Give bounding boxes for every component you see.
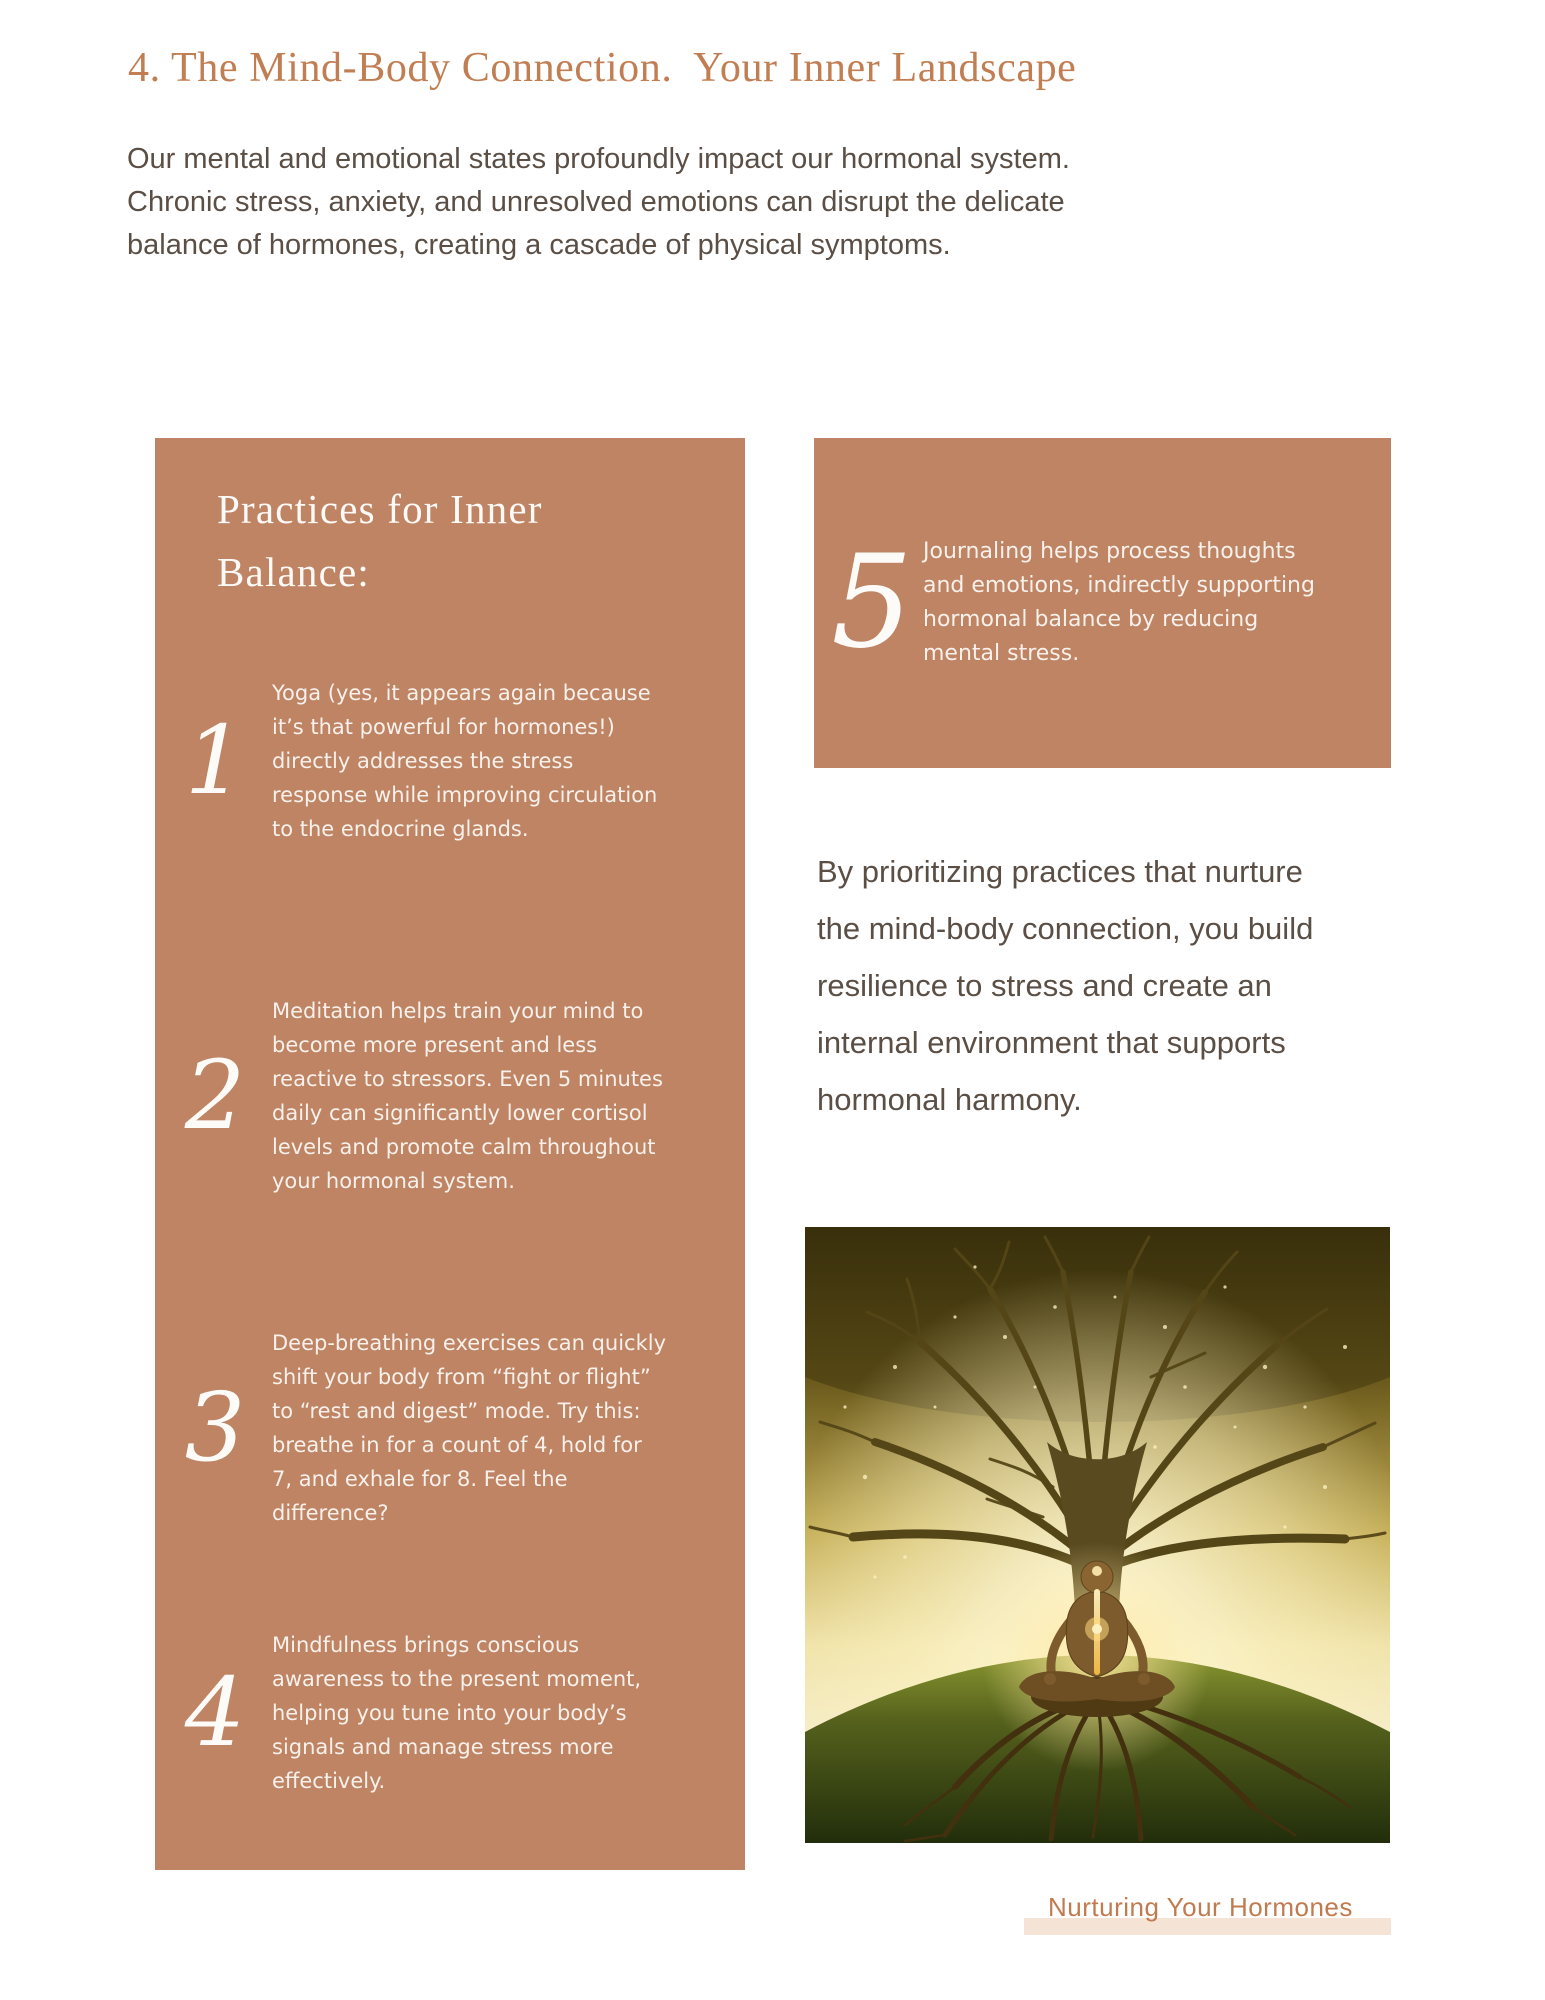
footer-title: Nurturing Your Hormones — [1048, 1892, 1353, 1922]
practice-item-4 — [155, 1628, 745, 1798]
practice-item-3 — [155, 1326, 745, 1530]
practice-item-1 — [155, 676, 745, 846]
practice-text-3: Deep-breathing exercises can quickly shift your body from “fight or flight” to “rest and digest” mode. Try this: breathe in for a count of 4, hold for 7, and exhale for 8. Feel the difference? — [272, 1331, 667, 1525]
practices-heading: Practices for Inner Balance: — [217, 486, 543, 595]
page-title: 4. The Mind-Body Connection. Your Inner Landscape — [128, 45, 1077, 91]
intro-paragraph: Our mental and emotional states profoundly impact our hormonal system. Chronic stress, anxiety, and unresolved emotions can disrupt the delicate balance of hormones, creating a cascade of physical symptoms. — [127, 143, 1070, 261]
practice-number-4: 4 — [184, 1657, 246, 1768]
practice-text-5: Journaling helps process thoughts and emotions, indirectly supporting hormonal balance by reducing mental stress. — [923, 539, 1315, 666]
practice-text-1: Yoga (yes, it appears again because it’s that powerful for hormones!) directly addresses the stress response while improving circulation to the endocrine glands. — [272, 681, 658, 841]
summary-paragraph: By prioritizing practices that nurture the mind-body connection, you build resilience to stress and create an internal environment that supports hormonal harmony. — [817, 854, 1314, 1117]
practices-box — [155, 438, 745, 1870]
practice-number-3: 3 — [184, 1372, 246, 1483]
journaling-box — [814, 438, 1391, 768]
practice-number-2: 2 — [184, 1040, 246, 1151]
practice-text-4: Mindfulness brings conscious awareness to the present moment, helping you tune into your body’s signals and manage stress more effectively. — [272, 1633, 642, 1793]
practice-number-1: 1 — [184, 705, 246, 816]
mind-body-tree-image — [805, 1227, 1390, 1843]
practice-number-5: 5 — [831, 528, 913, 677]
practice-text-2: Meditation helps train your mind to become more present and less reactive to stressors. Even 5 minutes daily can significantly lower cortisol levels and promote calm throughout your hormonal system. — [272, 999, 663, 1193]
tree-of-life-illustration — [805, 1227, 1390, 1843]
practice-item-2 — [155, 994, 745, 1198]
